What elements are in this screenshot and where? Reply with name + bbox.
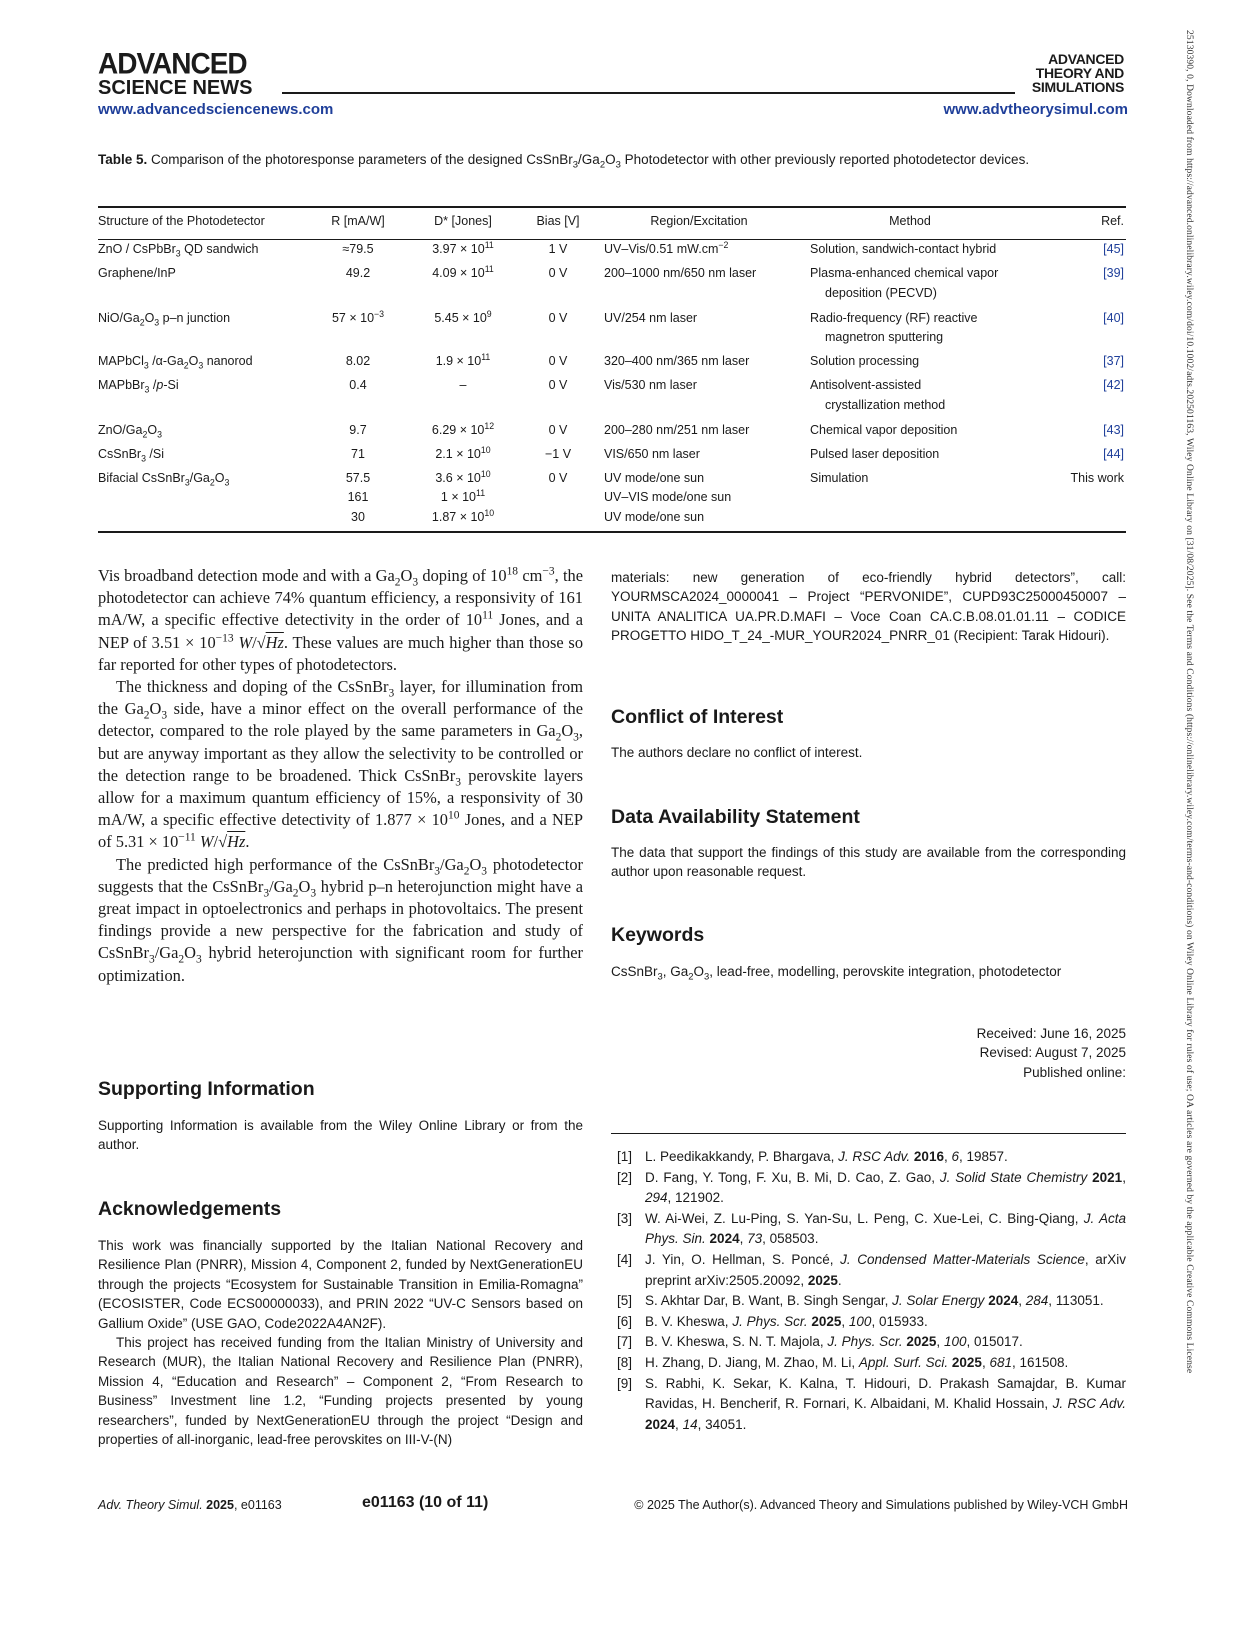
table-cell-region: Vis/530 nm laser (604, 378, 697, 392)
table-cell-structure: ZnO / CsPbBr$_3$ QD sandwich (98, 242, 259, 259)
body-paragraph-3: The predicted high performance of the $CsSnBr_3/Ga_2O_3$ photodetector suggests that the $CsSnBr_3/Ga_2O_3$ hybrid p–n heterojunction might have a great impact in optoelectronics and perhaps in photovoltaics. The present findings provide a new perspective for the fabrication and study of $CsSnBr_3/Ga_2O_3$ hybrid heterojunction with significant room for further optimization. (98, 854, 583, 985)
revised-date: Revised: August 7, 2025 (979, 1045, 1126, 1061)
table-cell-bias: 0 V (548, 423, 568, 437)
table-cell-region: UV/254 nm laser (604, 311, 698, 325)
table-cell-structure: ZnO/$Ga_2O_3$ (98, 423, 162, 440)
reference-number: [2] (617, 1169, 633, 1185)
table-cell-ref: This work (1070, 471, 1124, 485)
table-cell-structure: MAPbBr$_3$ /p-Si (98, 378, 179, 395)
table-cell-region: 320–400 nm/365 nm laser (604, 354, 750, 368)
publisher-logo-line2: SCIENCE NEWS (98, 77, 253, 99)
table-cell-region: UV–Vis/0.51 $mW.cm^{-2}$ (604, 239, 729, 256)
conflict-of-interest-paragraph: The authors declare no conflict of interest. (611, 745, 863, 760)
table-header-r: R [mA/W] (331, 214, 385, 228)
acknowledgements-paragraph-1: This work was financially supported by the Italian National Recovery and Resilience Plan (PNRR), Mission 4, Component 2, funded by NextGenerationEU through the projects “Ecosystem for Sustainable Transition in Emilia-Romagna” (ECOSISTER, Code ECS00000033), and PRIN 2022 “UV-C Sensors based on Gallium Oxide” (USE GAO, Code2022A4AN2F). (98, 1238, 583, 1331)
table-bottom-rule (98, 531, 1126, 533)
download-side-note: 25130390, 0, Downloaded from https://advanced.onlinelibrary.wiley.com/doi/10.1002/adts.202501163, Wiley Online Library on [31/08/2025]. See the Terms and Conditions (https://onlinelibrary.wiley.com/terms-and-conditions) on Wiley Online Library for rules of use; OA articles are governed by the applicable Creative Commons License (1184, 30, 1195, 1374)
journal-url-link[interactable]: www.advtheorysimul.com (943, 101, 1128, 118)
keywords-heading: Keywords (611, 924, 705, 946)
footer-page-number: e01163 (10 of 11) (362, 1494, 489, 1511)
reference-item: [4] J. Yin, O. Hellman, S. Poncé, J. Condensed Matter-Materials Science, arXiv preprint arXiv:2505.20092, 2025. (617, 1251, 1126, 1288)
table-cell-structure: Bifacial $CsSnBr_3/Ga_2O_3$ (98, 471, 230, 488)
table-cell-d: $1.87 \times 10^{10}$ (431, 507, 495, 524)
table-cell-d: $4.09 \times 10^{11}$ (432, 263, 494, 280)
table-cell-ref-link[interactable]: [45] (1103, 242, 1124, 256)
table-header-bias: Bias [V] (536, 214, 580, 228)
journal-logo-line2: THEORY AND (1035, 65, 1124, 81)
body-paragraph-2: The thickness and doping of the CsSnBr$_3$ layer, for illumination from the $Ga_2O_3$ side, have a minor effect on the overall performance of the detector, compared to the role played by the same parameters in $Ga_2O_3$, but are anyway important as they allow the selectivity to be controlled or the detection range to be broadened. Thick CsSnBr$_3$ perovskite layers allow for a maximum quantum efficiency of 15%, a responsivity of 30 mA/W, a specific effective detectivity of $1.877 \times 10^{10}$ Jones, and a NEP of $5.31 \times 10^{-11}$ W/√Hz. (98, 677, 583, 852)
table-header-structure: Structure of the Photodetector (98, 214, 265, 228)
reference-number: [6] (617, 1313, 633, 1329)
conflict-of-interest-heading: Conflict of Interest (611, 706, 784, 728)
table-cell-method: Plasma-enhanced chemical vapor (810, 266, 999, 280)
table-cell-d: $6.29 \times 10^{12}$ (431, 420, 495, 437)
journal-logo-line1: ADVANCED (1048, 51, 1124, 67)
table-cell-method-cont: magnetron sputtering (825, 330, 944, 344)
table-cell-method: Solution, sandwich-contact hybrid (810, 242, 997, 256)
table-cell-method: Simulation (810, 471, 869, 485)
references-rule (611, 1133, 1126, 1134)
table-cell-d: $1 \times 10^{11}$ (440, 487, 486, 504)
table-cell-region: UV mode/one sun (604, 471, 705, 485)
table-cell-d: $3.6 \times 10^{10}$ (435, 468, 491, 485)
table-cell-ref-link[interactable]: [43] (1103, 423, 1124, 437)
supporting-information-text (98, 1116, 583, 1155)
table-cell-r: $57 \times 10^{-3}$ (331, 308, 385, 325)
table-cell-region: UV–VIS mode/one sun (604, 490, 732, 504)
table-cell-region: VIS/650 nm laser (604, 447, 700, 461)
reference-item: [1] L. Peedikakkandy, P. Bhargava, J. RSC Adv. 2016, 6, 19857. (611, 1147, 1126, 1168)
table-cell-bias: 0 V (548, 471, 568, 485)
table-cell-ref-link[interactable]: [40] (1103, 311, 1124, 325)
reference-item: [5] S. Akhtar Dar, B. Want, B. Singh Sengar, J. Solar Energy 2024, 284, 113051. (611, 1291, 1126, 1312)
data-availability-paragraph: The data that support the findings of this study are available from the corresponding author upon reasonable request. (611, 845, 1126, 880)
table-cell-bias: 0 V (548, 354, 568, 368)
reference-list (611, 1147, 1126, 1435)
table-header-method: Method (889, 214, 931, 228)
publisher-url-link[interactable]: www.advancedsciencenews.com (98, 101, 334, 118)
conflict-of-interest-text (611, 743, 1126, 762)
table-header-d: D* [Jones] (434, 214, 492, 228)
table-caption-label: Table 5. (98, 152, 148, 167)
reference-number: [4] (617, 1251, 633, 1267)
table-cell-r: 8.02 (345, 354, 371, 368)
data-availability-heading: Data Availability Statement (611, 806, 860, 828)
table-cell-structure: MAPbCl$_3$ $/\alpha-Ga_2O_3$ nanorod (98, 354, 253, 371)
table-cell-ref-link[interactable]: [44] (1103, 447, 1124, 461)
table-cell-method-cont: deposition (PECVD) (825, 286, 937, 300)
table-header-ref: Ref. (1101, 214, 1124, 228)
table-cell-d: $3.97 \times 10^{11}$ (432, 239, 494, 256)
keywords-text (611, 962, 1126, 981)
reference-item: [9] S. Rabhi, K. Sekar, K. Kalna, T. Hidouri, D. Prakash Samajdar, B. Kumar Ravidas, H. Bencherif, R. Fornari, K. Albaidani, M. Khalid Hossain, J. RSC Adv. 2024, 14, 34051. (617, 1375, 1126, 1432)
table-cell-method: Antisolvent-assisted (810, 378, 922, 392)
table-cell-bias: 0 V (548, 378, 568, 392)
reference-item: [7] B. V. Kheswa, S. N. T. Majola, J. Phys. Scr. 2025, 100, 015017. (611, 1332, 1126, 1353)
reference-number: [5] (617, 1293, 633, 1309)
body-paragraph-1: Vis broadband detection mode and with a $Ga_2O_3$ doping of $10^{18}$ $cm^{-3}$, the photodetector can achieve 74% quantum efficiency, a responsivity of 161 mA/W, a specific effective detectivity in the order of $10^{11}$ Jones, and a NEP of $3.51 \times 10^{-13}$ W/√Hz. These values are much higher than those so far reported for other types of photodetectors. (98, 565, 584, 674)
table-cell-r: 49.2 (345, 266, 371, 280)
table-cell-d: $1.9 \times 10^{11}$ (435, 351, 491, 368)
table-cell-r: 161 (347, 490, 369, 504)
table-cell-bias: −1 V (544, 447, 572, 461)
reference-item: [2] D. Fang, Y. Tong, F. Xu, B. Mi, D. Cao, Z. Gao, J. Solid State Chemistry 2021, 294, 121902. (617, 1169, 1126, 1206)
footer-copyright: © 2025 The Author(s). Advanced Theory and Simulations published by Wiley-VCH GmbH (634, 1498, 1128, 1512)
reference-number: [7] (617, 1334, 633, 1350)
reference-number: [1] (617, 1149, 633, 1164)
article-dates (611, 1024, 1126, 1082)
header-rule (282, 92, 1015, 94)
table-cell-r: 71 (351, 447, 365, 461)
table-cell-bias: 0 V (548, 311, 568, 325)
journal-logo-line3: SIMULATIONS (1031, 79, 1124, 95)
table-cell-ref-link[interactable]: [39] (1103, 266, 1124, 280)
reference-number: [3] (617, 1210, 633, 1226)
table-caption-text: Comparison of the photoresponse parameters of the designed $CsSnBr_3/Ga_2O_3$ Photodetector with other previously reported photodetector devices. (151, 152, 1030, 171)
reference-number: [8] (617, 1354, 633, 1370)
table-cell-r: 0.4 (349, 378, 367, 392)
acknowledgements-text (98, 1236, 583, 1449)
table-cell-ref-link[interactable]: [37] (1103, 354, 1124, 368)
table-cell-method: Solution processing (810, 354, 920, 368)
acknowledgements-heading: Acknowledgements (98, 1198, 282, 1220)
publisher-logo (98, 47, 253, 99)
acknowledgements-paragraph-2: This project has received funding from the Italian Ministry of University and Research (MUR), the Italian National Recovery and Resilience Plan (PNRR), Mission 4, “Education and Research” – Component 2, “From Research to Business” Investment line 1.2, “Funding projects presented by young researchers”, funded by NextGenerationEU through the project “Design and properties of all-inorganic, lead-free perovskites on III-V-(N) (98, 1335, 583, 1448)
reference-item: [6] B. V. Kheswa, J. Phys. Scr. 2025, 100, 015933. (611, 1312, 1126, 1333)
received-date: Received: June 16, 2025 (976, 1026, 1126, 1041)
journal-logo (1022, 52, 1124, 94)
table-cell-region: 200–280 nm/251 nm laser (604, 423, 750, 437)
table-cell-structure: NiO/$Ga_2O_3$ p–n junction (98, 311, 231, 328)
acknowledgements-continued (611, 568, 1126, 646)
table-header-region: Region/Excitation (650, 214, 748, 228)
reference-number: [9] (617, 1375, 633, 1391)
supporting-information-heading: Supporting Information (98, 1078, 315, 1100)
table-cell-ref-link[interactable]: [42] (1103, 378, 1124, 392)
footer-citation: Adv. Theory Simul. 2025, e01163 (98, 1498, 282, 1512)
results-paragraphs (98, 565, 583, 987)
published-date: Published online: (1023, 1064, 1126, 1080)
table-cell-r: 9.7 (349, 423, 367, 437)
table-cell-method: Pulsed laser deposition (810, 447, 940, 461)
table-cell-bias: 1 V (548, 242, 568, 256)
table-cell-region: UV mode/one sun (604, 510, 705, 524)
table-cell-region: 200–1000 nm/650 nm laser (604, 266, 757, 280)
table-caption (98, 150, 1126, 169)
table-cell-method: Chemical vapor deposition (810, 423, 958, 437)
table-top-rule (98, 206, 1126, 208)
table-cell-method: Radio-frequency (RF) reactive (810, 311, 978, 325)
acknowledgements-paragraph-cont: materials: new generation of eco-friendly hybrid detectors”, call: YOURMSCA2024_0000041 – Project “PERVONIDE”, CUPD93C25000450007 – UNITA ANALITICA UA.PR.D.MAFI – Voce Coan CA.C.B.08.01.01.11 – CODICE PROGETTO HIDO_T_24_-MUR_YOUR2024_PNRR_01 (Recipient: Tarak Hidouri). (611, 570, 1126, 644)
table-cell-method-cont: crystallization method (825, 398, 946, 412)
table-cell-structure: Graphene/InP (98, 266, 176, 280)
reference-item: [3] W. Ai-Wei, Z. Lu-Ping, S. Yan-Su, L. Peng, C. Xue-Lei, C. Bing-Qiang, J. Acta Phys. Sin. 2024, 73, 058503. (617, 1210, 1126, 1247)
keywords-paragraph: CsSnBr$_3$, $Ga_2O_3$, lead-free, modelling, perovskite integration, photodetector (611, 964, 1062, 983)
table-cell-bias: 0 V (548, 266, 568, 280)
reference-item: [8] H. Zhang, D. Jiang, M. Zhao, M. Li, Appl. Surf. Sci. 2025, 681, 161508. (611, 1353, 1126, 1374)
table-cell-r: ≈79.5 (342, 242, 374, 256)
supporting-information-paragraph: Supporting Information is available from the Wiley Online Library or from the author. (98, 1118, 583, 1153)
table-cell-d: $2.1 \times 10^{10}$ (435, 444, 491, 461)
table-cell-structure: CsSnBr$_3$ /Si (98, 447, 165, 464)
publisher-logo-line1: ADVANCED (98, 47, 247, 80)
table-cell-r: 30 (351, 510, 365, 524)
table-cell-d: – (459, 378, 467, 392)
table-cell-r: 57.5 (345, 471, 371, 485)
data-availability-text (611, 843, 1126, 882)
table-cell-d: $5.45 \times 10^9$ (434, 308, 492, 325)
